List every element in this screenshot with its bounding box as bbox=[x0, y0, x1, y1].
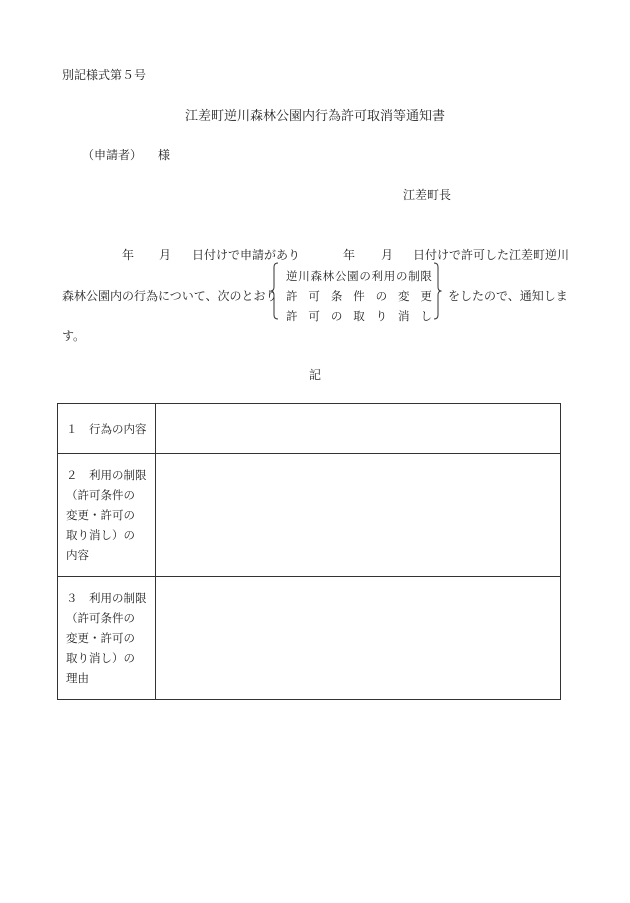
row-label-line: （許可条件の bbox=[66, 488, 135, 502]
applicant-label: （申請者） bbox=[82, 148, 143, 162]
option-char: 可 bbox=[308, 309, 320, 323]
row-content-field[interactable] bbox=[156, 577, 561, 700]
row-label-line: 変更・許可の bbox=[66, 508, 135, 522]
action-options bbox=[286, 266, 432, 326]
row-content-field[interactable] bbox=[156, 454, 561, 577]
option-char: 森 bbox=[310, 269, 322, 283]
option-char: 川 bbox=[298, 269, 310, 283]
option-char: し bbox=[420, 309, 432, 323]
applicant-line bbox=[82, 146, 170, 163]
option-char: 逆 bbox=[286, 269, 298, 283]
body-line-2: 森林公園内の行為について、次のとおり bbox=[62, 289, 278, 303]
option-char: 限 bbox=[420, 269, 432, 283]
option-char: 取 bbox=[353, 309, 365, 323]
option-char: 公 bbox=[334, 269, 347, 283]
application-date-text: 日付けで申請があり bbox=[192, 248, 301, 262]
table-row bbox=[58, 404, 561, 454]
option-char: 更 bbox=[420, 289, 432, 303]
option-char: 可 bbox=[308, 289, 320, 303]
option-char: り bbox=[375, 309, 388, 323]
option-char: の bbox=[395, 269, 408, 283]
option-char: 制 bbox=[408, 269, 420, 283]
form-number: 別記様式第５号 bbox=[62, 68, 147, 82]
option-char: 条 bbox=[330, 289, 343, 303]
row-label-line: 取り消し）の bbox=[66, 528, 135, 542]
option-char: 林 bbox=[322, 269, 335, 283]
row-header bbox=[58, 454, 156, 577]
option-char: 消 bbox=[398, 309, 410, 323]
option-revoke-permission bbox=[286, 306, 432, 326]
body-line-2-end: をしたので、通知しま bbox=[448, 289, 568, 303]
document-title: 江差町逆川森林公園内行為許可取消等通知書 bbox=[184, 109, 445, 124]
year-label-1: 年 bbox=[122, 248, 135, 262]
row-label-line: 変更・許可の bbox=[66, 631, 135, 645]
option-char: 用 bbox=[383, 269, 396, 283]
ki-heading: 記 bbox=[308, 368, 321, 382]
option-change-conditions bbox=[286, 286, 432, 306]
row-label-line: ２ 利用の制限 bbox=[66, 468, 147, 482]
issuer-name: 江差町長 bbox=[403, 188, 452, 202]
option-char: 園 bbox=[347, 269, 359, 283]
body-line-3: す。 bbox=[62, 329, 86, 343]
option-char: 件 bbox=[353, 289, 365, 303]
year-label-2: 年 bbox=[343, 248, 356, 262]
option-char: 利 bbox=[371, 269, 384, 283]
option-char: 変 bbox=[398, 289, 410, 303]
details-table bbox=[57, 403, 561, 700]
row-label-line: ３ 利用の制限 bbox=[66, 591, 147, 605]
row-label-line: 取り消し）の bbox=[66, 651, 135, 665]
left-brace bbox=[270, 262, 280, 320]
row-label-line: 内容 bbox=[66, 548, 89, 562]
option-char: 許 bbox=[286, 309, 298, 323]
applicant-honorific: 様 bbox=[158, 148, 171, 162]
option-restrict-use bbox=[286, 266, 432, 286]
month-label-2: 月 bbox=[381, 248, 394, 262]
row-header bbox=[58, 577, 156, 700]
option-char: 許 bbox=[286, 289, 298, 303]
row-label-line: （許可条件の bbox=[66, 611, 135, 625]
month-label-1: 月 bbox=[159, 248, 172, 262]
table-row bbox=[58, 454, 561, 577]
permission-date-text: 日付けで許可した江差町逆川 bbox=[413, 248, 570, 262]
table-row bbox=[58, 577, 561, 700]
row-label-line: 理由 bbox=[66, 671, 89, 685]
option-char: の bbox=[375, 289, 388, 303]
row-header bbox=[58, 404, 156, 454]
option-char: の bbox=[330, 309, 343, 323]
row-label-line: １ 行為の内容 bbox=[66, 422, 147, 436]
right-brace bbox=[432, 262, 442, 320]
row-content-field[interactable] bbox=[156, 404, 561, 454]
option-char: の bbox=[359, 269, 371, 283]
